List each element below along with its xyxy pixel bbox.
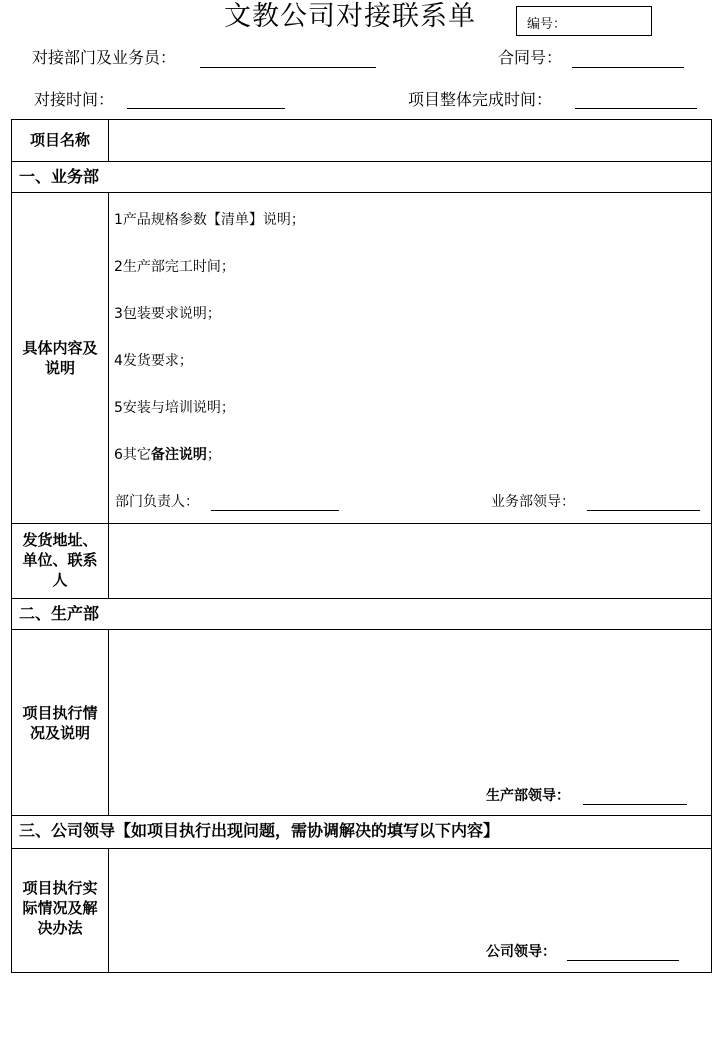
item-text: 其它: [122, 447, 151, 463]
item-text: 包装要求说明；: [122, 306, 221, 322]
list-item: [114, 304, 221, 324]
company-leader-label: 公司领导：: [486, 944, 556, 960]
project-name-field[interactable]: [109, 120, 711, 161]
item-number: 5: [114, 400, 123, 416]
item-text: 产品规格参数【清单】说明；: [122, 212, 305, 228]
production-leader-label: 生产部领导：: [486, 788, 570, 804]
handover-time-field[interactable]: [127, 108, 285, 109]
handover-time-label: 对接时间：: [34, 90, 115, 109]
sales-leader-signature-line[interactable]: [587, 510, 700, 511]
dept-head-signature-line[interactable]: [211, 510, 339, 511]
company-leader-signature-line[interactable]: [567, 960, 679, 961]
handover-table: [11, 119, 712, 973]
execution-status-label: 项目执行情况及说明: [22, 704, 98, 742]
shipping-info-label: 发货地址、单位、联系人: [22, 531, 98, 589]
row-divider: [12, 815, 711, 816]
item-number: 6: [114, 447, 123, 463]
form-title: 文教公司对接联系单: [224, 1, 476, 32]
list-item: [114, 257, 235, 277]
contract-number-field[interactable]: [572, 67, 684, 68]
item-number: 4: [114, 353, 123, 369]
dept-salesperson-label: 对接部门及业务员：: [32, 48, 177, 67]
row-divider: [12, 192, 711, 193]
contract-number-label: 合同号：: [498, 48, 563, 67]
item-number: 2: [114, 259, 123, 275]
actual-situation-label: 项目执行实际情况及解决办法: [22, 879, 98, 937]
completion-time-field[interactable]: [575, 108, 697, 109]
section-management-heading: 三、公司领导【如项目执行出现问题，需协调解决的填写以下内容】: [19, 821, 500, 840]
project-name-label: 项目名称: [29, 131, 90, 149]
actual-situation-field[interactable]: [109, 849, 711, 939]
row-divider: [12, 598, 711, 599]
serial-number-label: 编号：: [527, 17, 567, 32]
item-text-end: ；: [206, 447, 221, 463]
list-item: [114, 398, 235, 418]
item-text: 生产部完工时间；: [122, 259, 235, 275]
production-leader-signature-line[interactable]: [583, 804, 687, 805]
item-number: 1: [114, 212, 123, 228]
row-divider: [12, 161, 711, 162]
item-number: 3: [114, 306, 123, 322]
sales-leader-label: 业务部领导：: [491, 494, 575, 510]
item-text: 安装与培训说明；: [122, 400, 235, 416]
shipping-info-field[interactable]: [109, 524, 711, 598]
dept-head-label: 部门负责人：: [115, 494, 199, 510]
section-production-heading: 二、生产部: [19, 604, 100, 623]
list-item: [114, 445, 221, 465]
execution-status-field[interactable]: [109, 630, 711, 780]
list-item: [114, 210, 305, 230]
content-description-label: 具体内容及说明: [22, 339, 98, 377]
item-text-bold: 备注说明: [150, 447, 207, 463]
dept-salesperson-field[interactable]: [200, 67, 376, 68]
serial-number-box[interactable]: [516, 6, 652, 36]
item-text: 发货要求；: [122, 353, 193, 369]
section-sales-heading: 一、业务部: [19, 167, 100, 186]
completion-time-label: 项目整体完成时间：: [408, 90, 553, 109]
list-item: [114, 351, 193, 371]
